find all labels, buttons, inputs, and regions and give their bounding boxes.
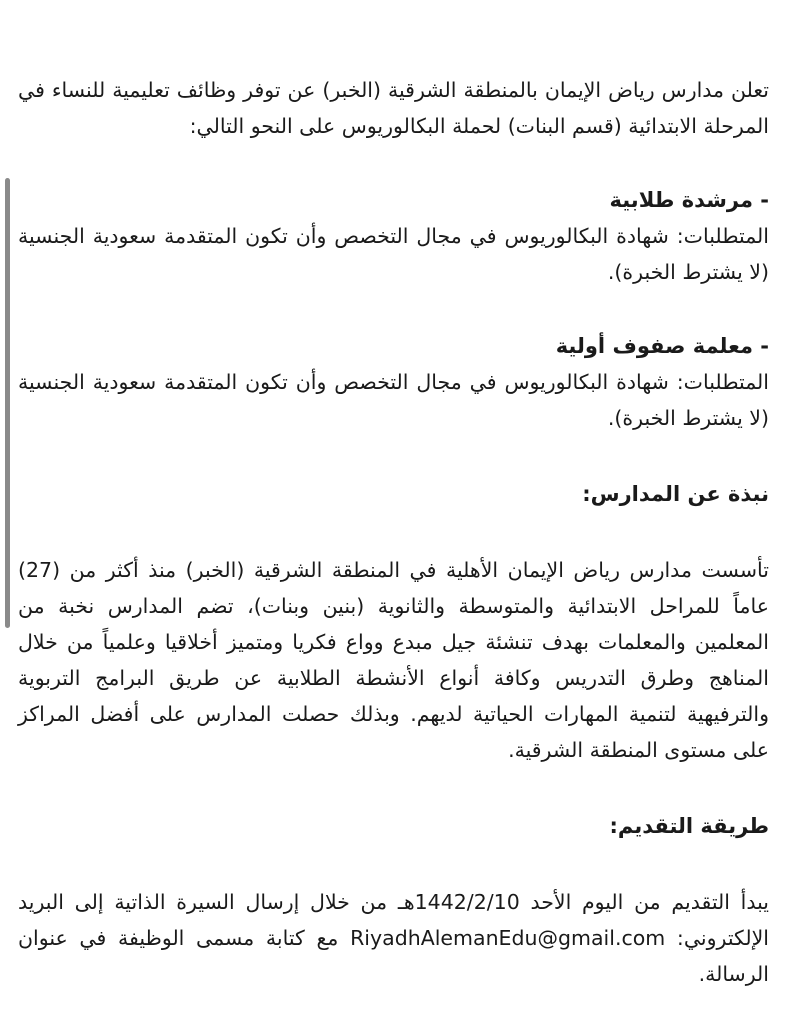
job-requirements: المتطلبات: شهادة البكالوريوس في مجال التخصص وأن تكون المتقدمة سعودية الجنسية (لا يشترط الخبرة). (18, 224, 769, 284)
job-requirements: المتطلبات: شهادة البكالوريوس في مجال التخصص وأن تكون المتقدمة سعودية الجنسية (لا يشترط الخبرة). (18, 370, 769, 430)
job-title: - مرشدة طلابية (609, 188, 769, 212)
spacer (18, 844, 769, 884)
scrollbar[interactable] (5, 178, 10, 628)
apply-paragraph (18, 884, 769, 992)
job-title: - معلمة صفوف أولية (555, 334, 769, 358)
intro-paragraph: تعلن مدارس رياض الإيمان بالمنطقة الشرقية (الخبر) عن توفر وظائف تعليمية للنساء في المرحلة الابتدائية (قسم البنات) لحملة البكالوريوس على النحو التالي: (18, 78, 769, 138)
spacer (18, 290, 769, 328)
spacer (18, 436, 769, 476)
about-heading: نبذة عن المدارس: (582, 482, 769, 506)
apply-text-after: مع كتابة مسمى الوظيفة في عنوان الرسالة. (18, 926, 769, 986)
job-item-student-counselor (18, 182, 769, 290)
apply-text-before: يبدأ التقديم من اليوم الأحد 1442/2/10هـ من خلال إرسال السيرة الذاتية إلى البريد الإلكتروني: (18, 890, 769, 950)
email-address[interactable]: RiyadhAlemanEdu@gmail.com (350, 926, 666, 950)
apply-heading: طريقة التقديم: (609, 814, 769, 838)
job-item-primary-teacher (18, 328, 769, 436)
spacer (18, 512, 769, 552)
spacer (18, 144, 769, 182)
about-paragraph: تأسست مدارس رياض الإيمان الأهلية في المنطقة الشرقية (الخبر) منذ أكثر من (27) عاماً للمراحل الابتدائية والمتوسطة والثانوية (بنين وبنات)، تضم المدارس نخبة من المعلمين والمعلمات بهدف تنشئة جيل مبدع وواع فكريا ومتميز أخلاقيا وعلمياً من خلال المناهج وطرق التدريس وكافة أنواع الأنشطة الطلابية عن طريق البرامج التربوية والترفيهية لتنمية المهارات الحياتية لديهم. وبذلك حصلت المدارس على أفضل المراكز على مستوى المنطقة الشرقية. (18, 558, 769, 762)
spacer (18, 768, 769, 808)
job-announcement-document (18, 72, 769, 992)
